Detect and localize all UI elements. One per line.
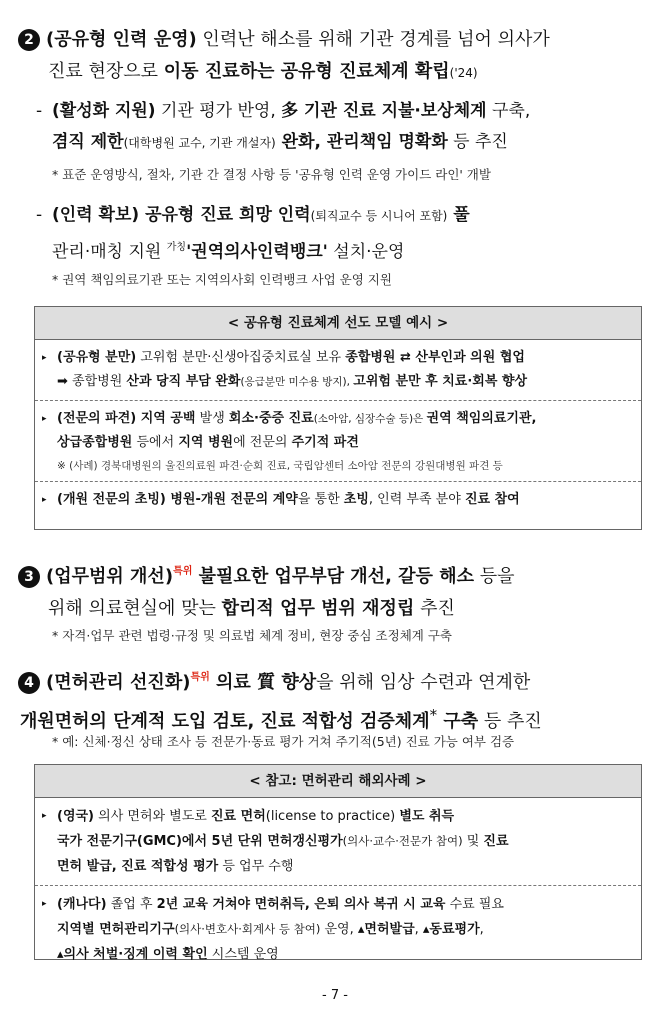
- sub-item-activation: - (활성화 지원) 기관 평가 반영, 多 기관 진료 지불·보상체계 구축, 겸직 제한(대학병원 교수, 기관 개설자) 완화, 관리책임 명확화 등 추진: [36, 101, 531, 152]
- note-regulation: * 자격·업무 관련 법령·규정 및 의료법 체계 정비, 현장 중심 조정체계 구축: [52, 628, 452, 643]
- sub-item-workforce-securing: - (인력 확보) 공유형 진료 희망 인력(퇴직교수 등 시니어 포함) 풀 관리·매칭 지원 $^{가칭}$'권역의사인력뱅크' 설치·운영: [36, 205, 470, 262]
- arrow-right-icon: ➡: [57, 374, 68, 389]
- section-heading: 2 (공유형 인력 운영) 인력난 해소를 위해 기관 경계를 넘어 의사가: [18, 24, 653, 56]
- box-title: < 공유형 진료체계 선도 모델 예시 >: [35, 307, 641, 340]
- number-2-icon: 2: [18, 29, 40, 51]
- model-example-box: [34, 306, 642, 530]
- list-item: ▸ (영국) 의사 면허와 별도로 진료 면허(license to practice) 별도 취득 국가 전문기구(GMC)에서 5년 단위 면허갱신평가(의사·교수·전문가 참여) 및 진료 면허 발급, 진료 적합성 평가 등 업무 수행: [35, 798, 641, 879]
- triangle-bullet-icon: ▸: [42, 899, 47, 909]
- list-item: ▸ (공유형 분만) 고위험 분만·신생아집중치료실 보유 종합병원 ⇄ 산부인과 의원 협업 ➡ 종합병원 산과 당직 부담 완화(응급분만 미수용 방지), 고위험 분만 후 치료·회복 향상: [35, 340, 641, 394]
- number-3-icon: 3: [18, 566, 40, 588]
- list-item: ▸ (캐나다) 졸업 후 2년 교육 거쳐야 면허취득, 은퇴 의사 복귀 시 교육 수료 필요 지역별 면허관리기구(의사·변호사·회계사 등 참여) 운영, ▴면허발급, ▴동료평가, ▴의사 처벌·징계 이력 확인 시스템 운영: [35, 886, 641, 967]
- section-shared-workforce: [18, 24, 653, 89]
- overseas-license-box: [34, 764, 642, 960]
- note-guideline: * 표준 운영방식, 절차, 기관 간 결정 사항 등 '공유형 인력 운영 가이드 라인' 개발: [52, 167, 491, 182]
- number-4-icon: 4: [18, 672, 40, 694]
- triangle-bullet-icon: ▸: [42, 414, 47, 424]
- triangle-bullet-icon: ▸: [42, 811, 47, 821]
- section-license-management: 4 (면허관리 선진화)$^{특위}$ 의료 質 향상을 위해 임상 수련과 연계한 개원면허의 단계적 도입 검토, 진료 적합성 검증체계* 구축 등 추진: [20, 672, 542, 732]
- list-item: ▸ (개원 전문의 초빙) 병원-개원 전문의 계약을 통한 초빙, 인력 부족 분야 진료 참여: [35, 482, 641, 512]
- section-heading-line2: 진료 현장으로 이동 진료하는 공유형 진료체계 확립('24): [48, 61, 478, 82]
- page-number: - 7 -: [322, 988, 348, 1003]
- triangle-bullet-icon: ▸: [42, 353, 47, 363]
- box-title: < 참고: 면허관리 해외사례 >: [35, 765, 641, 798]
- triangle-bullet-icon: ▸: [42, 495, 47, 505]
- section-scope-of-work: 3 (업무범위 개선)$^{특위}$ 불필요한 업무부담 개선, 갈등 해소 등을 위해 의료현실에 맞는 합리적 업무 범위 재정립 추진: [18, 556, 653, 625]
- list-item: ▸ (전문의 파견) 지역 공백 발생 회소·중증 진료(소아암, 심장수술 등)은 권역 책임의료기관, 상급종합병원 등에서 지역 병원에 전문의 주기적 파견 ※ (사례) 경북대병원의 울진의료원 파견·순회 진료, 국립암센터 소아암 전문의 강원대병원 파견 등: [35, 401, 641, 477]
- note-workforce-bank: * 권역 책임의료기관 또는 지역의사회 인력뱅크 사업 운영 지원: [52, 272, 392, 287]
- note-license-check: * 예: 신체·정신 상태 조사 등 전문가·동료 평가 거쳐 주기적(5년) 진료 가능 여부 검증: [52, 734, 515, 749]
